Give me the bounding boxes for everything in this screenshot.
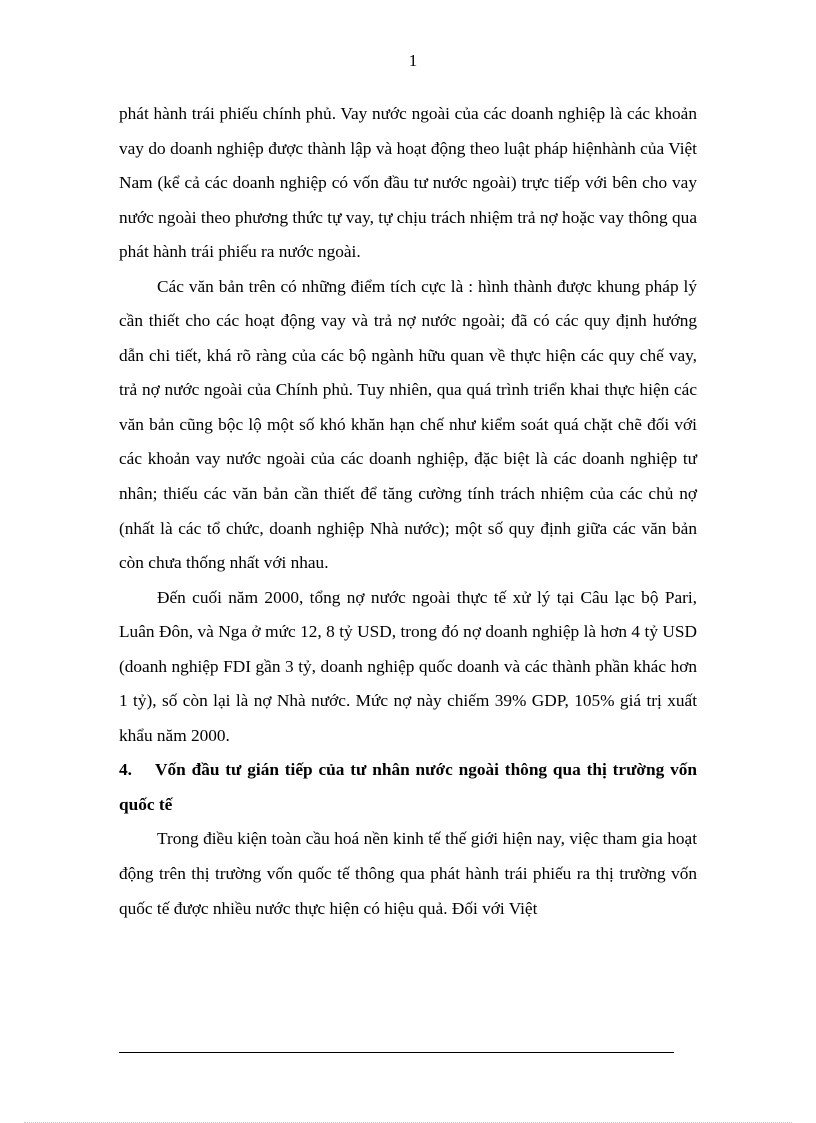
paragraph-debt-figures: Đến cuối năm 2000, tổng nợ nước ngoài thực tế xử lý tại Câu lạc bộ Pari, Luân Đôn, và Nga ở mức 12, 8 tỷ USD, trong đó nợ doanh nghiệp là hơn 4 tỷ USD (doanh nghiệp FDI gần 3 tỷ, doanh nghiệp quốc doanh và các thành phần khác hơn 1 tỷ), số còn lại là nợ Nhà nước. Mức nợ này chiếm 39% GDP, 105% giá trị xuất khẩu năm 2000.	[119, 587, 697, 745]
section-heading-number: 4.	[119, 760, 132, 780]
page-number: 1	[408, 51, 418, 70]
paragraph-loans-definition: phát hành trái phiếu chính phủ. Vay nước ngoài của các doanh nghiệp là các khoản vay do doanh nghiệp được thành lập và hoạt động theo luật pháp hiệnhành của Việt Nam (kể cả các doanh nghiệp có vốn đầu tư nước ngoài) trực tiếp với bên cho vay nước ngoài theo phương thức tự vay, tự chịu trách nhiệm trả nợ hoặc vay thông qua phát hành trái phiếu ra nước ngoài.	[119, 104, 697, 262]
paragraph-legal-documents: Các văn bản trên có những điểm tích cực là : hình thành được khung pháp lý cần thiết cho các hoạt động vay và trả nợ nước ngoài; đã có các quy định hướng dẫn chi tiết, khá rõ ràng của các bộ ngành hữu quan về thực hiện các quy chế vay, trả nợ nước ngoài của Chính phủ. Tuy nhiên, qua quá trình triển khai thực hiện các văn bản cũng bộc lộ một số khó khăn hạn chế như kiểm soát quá chặt chẽ đối với các khoản vay nước ngoài của các doanh nghiệp, đặc biệt là các doanh nghiệp tư nhân; thiếu các văn bản cần thiết để tăng cường tính trách nhiệm của các chủ nợ (nhất là các tổ chức, doanh nghiệp Nhà nước); một số quy định giữa các văn bản còn chưa thống nhất với nhau.	[119, 276, 697, 573]
section-heading-4	[119, 753, 697, 822]
paragraph-capital-markets: Trong điều kiện toàn cầu hoá nền kinh tế thế giới hiện nay, việc tham gia hoạt động trên thị trường vốn quốc tế thông qua phát hành trái phiếu ra thị trường vốn quốc tế được nhiều nước thực hiện có hiệu quả. Đối với Việt	[119, 829, 697, 918]
document-body	[119, 97, 697, 926]
footer-rule	[119, 1052, 674, 1053]
section-heading-text: Vốn đầu tư gián tiếp của tư nhân nước ngoài thông qua thị trường vốn quốc tế	[119, 760, 697, 814]
